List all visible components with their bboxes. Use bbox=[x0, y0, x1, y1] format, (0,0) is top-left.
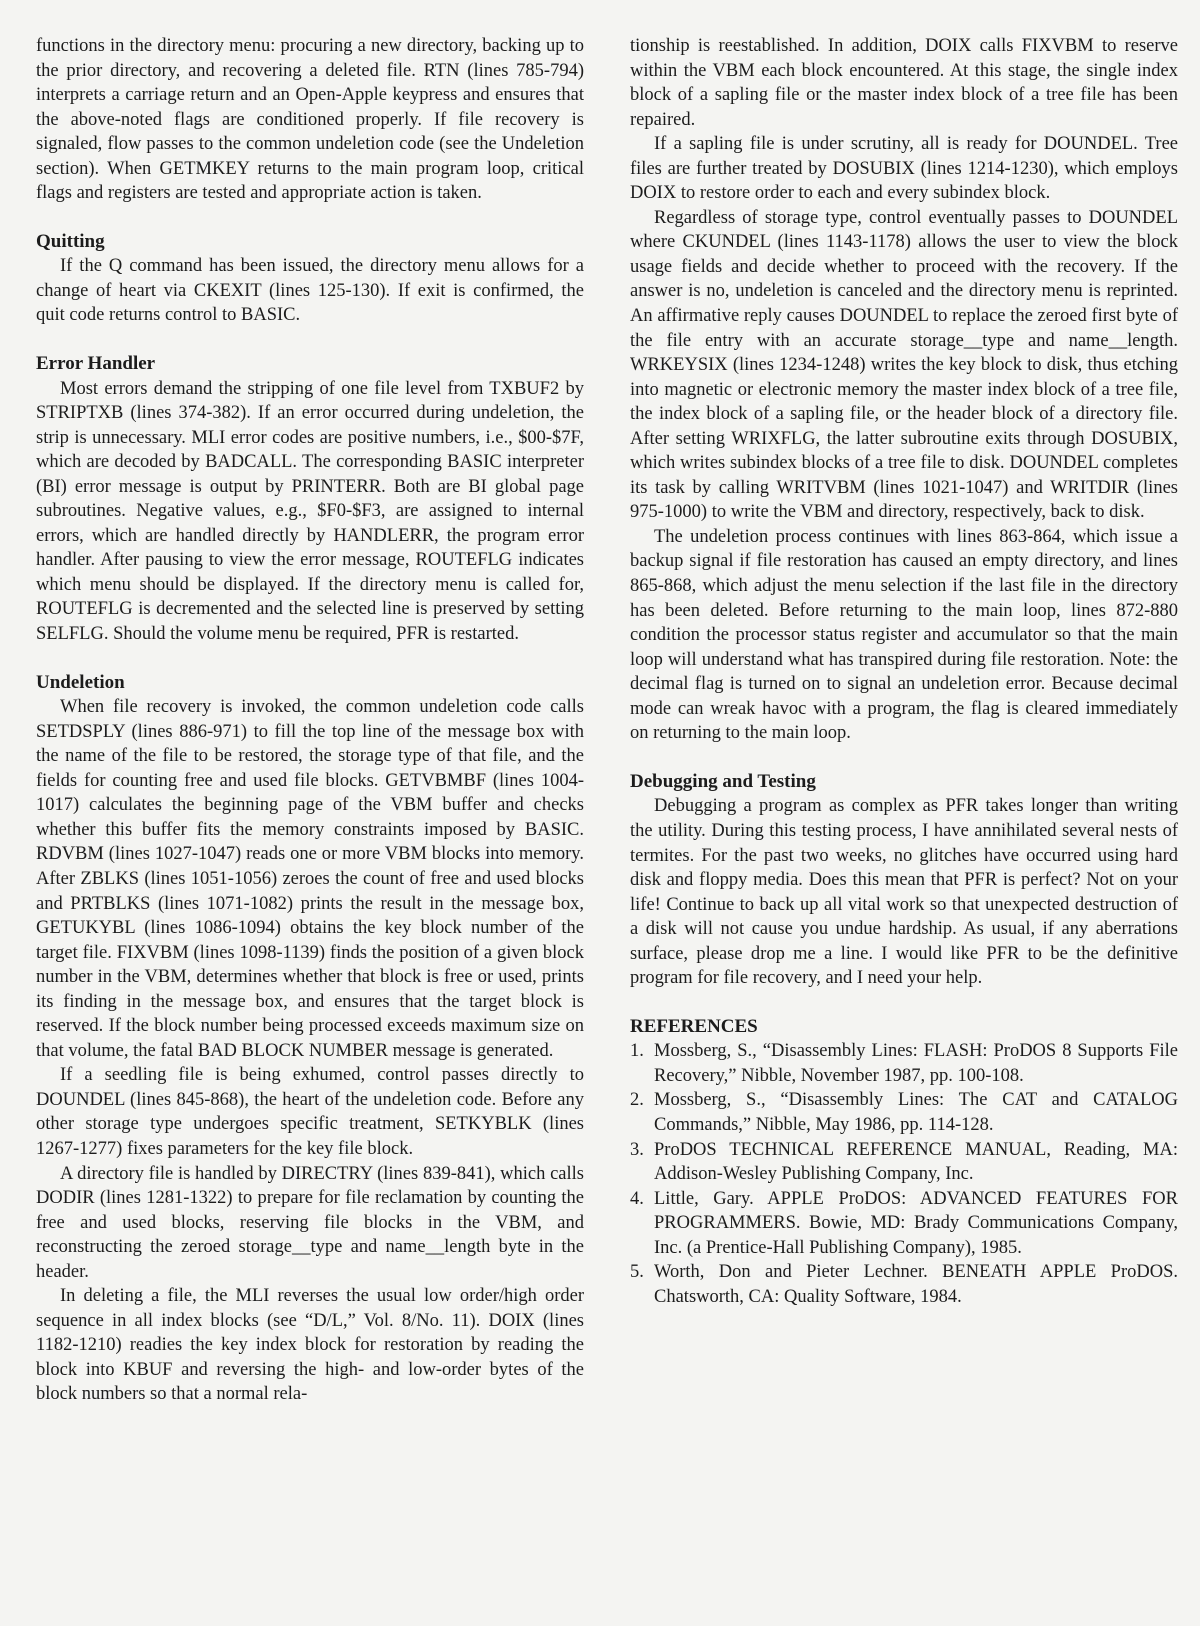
heading-debugging: Debugging and Testing bbox=[630, 770, 816, 792]
reference-number: 3. bbox=[630, 1139, 644, 1160]
reference-number: 4. bbox=[630, 1188, 644, 1209]
paragraph-process: The undeletion process continues with lines 863-864, which issue a backup signal if file restoration has caused an empty directory, and lines 865-868, which adjust the menu selection if the last file in the directory has been deleted. Before returning to the main loop, lines 872-880 condition the processor status register and accumulator so that the main loop will understand what has transpired during file restoration. Note: the decimal flag is turned on to signal an undeletion error. Because decimal mode can wreak havoc with a program, the flag is cleared immediately on returning to the main loop. bbox=[630, 526, 1178, 744]
paragraph-quitting: If the Q command has been issued, the directory menu allows for a change of heart via CKEXIT (lines 125-130). If exit is confirmed, the quit code returns control to BASIC. bbox=[36, 256, 584, 326]
heading-error-handler: Error Handler bbox=[36, 353, 156, 375]
reference-number: 1. bbox=[630, 1041, 644, 1062]
paragraph-regardless: Regardless of storage type, control eventually passes to DOUNDEL where CKUNDEL (lines 1143-1178) allows the user to view the block usage fields and decide whether to proceed with the recovery. If the answer is no, undeletion is canceled and the directory menu is reprinted. An affirmative reply causes DOUNDEL to replace the zeroed first byte of the file entry with an accurate storage__type and name__length. WRKEYSIX (lines 1234-1248) writes the key block to disk, thus etching into magnetic or electronic memory the master index block of a tree file, the index block of a sapling file, or the header block of a directory file. After setting WRIXFLG, the latter subroutine exits through DOSUBIX, which writes subindex blocks of a tree file to disk. DOUNDEL completes its task by calling WRITVBM (lines 1021-1047) and WRITDIR (lines 975-1000) to write the VBM and directory, respectively, back to disk. bbox=[630, 207, 1178, 523]
paragraph-undeletion-4: In deleting a file, the MLI reverses the usual low order/high order sequence in all index blocks (see “D/L,” Vol. 8/No. 11). DOIX (lines 1182-1210) readies the key index block for restoration by reading the block into KBUF and reversing the high- and low-order bytes of the block numbers so that a normal rela- bbox=[36, 1286, 584, 1405]
heading-quitting: Quitting bbox=[36, 230, 105, 252]
reference-text: Little, Gary. APPLE ProDOS: ADVANCED FEATURES FOR PROGRAMMERS. Bowie, MD: Brady Communications Company, Inc. (a Prentice-Hall Publishing Company), 1985. bbox=[654, 1188, 1178, 1258]
paragraph-sapling: If a sapling file is under scrutiny, all is ready for DOUNDEL. Tree files are further treated by DOSUBIX (lines 1214-1230), which employs DOIX to restore order to each and every subindex block. bbox=[630, 134, 1178, 204]
left-column bbox=[36, 34, 584, 1407]
paragraph-undeletion-1: When file recovery is invoked, the common undeletion code calls SETDSPLY (lines 886-971) to fill the top line of the message box with the name of the file to be restored, the storage type of that file, and the fields for counting free and used file blocks. GETVBMBF (lines 1004-1017) calculates the beginning page of the VBM buffer and checks whether this buffer fits the memory constraints imposed by BASIC. RDVBM (lines 1027-1047) reads one or more VBM blocks into memory. After ZBLKS (lines 1051-1056) zeroes the count of free and used blocks and PRTBLKS (lines 1071-1082) prints the result in the message box, GETUKYBL (lines 1086-1094) obtains the key block number of the target file. FIXVBM (lines 1098-1139) finds the position of a given block number in the VBM, determines whether that block is free or used, prints its finding in the message box, and ensures that the target block is reserved. If the block number being processed exceeds maximum size on that volume, the fatal BAD BLOCK NUMBER message is generated. bbox=[36, 697, 584, 1061]
reference-text: ProDOS TECHNICAL REFERENCE MANUAL, Reading, MA: Addison-Wesley Publishing Company, Inc. bbox=[654, 1139, 1178, 1185]
reference-number: 5. bbox=[630, 1262, 644, 1283]
reference-text: Mossberg, S., “Disassembly Lines: FLASH: ProDOS 8 Supports File Recovery,” Nibble, November 1987, pp. 100-108. bbox=[654, 1041, 1178, 1086]
reference-text: Worth, Don and Pieter Lechner. BENEATH APPLE ProDOS. Chatsworth, CA: Quality Software, 1984. bbox=[654, 1262, 1178, 1307]
paragraph-continued: tionship is reestablished. In addition, DOIX calls FIXVBM to reserve within the VBM each block encountered. At this stage, the single index block of a sapling file or the master index block of a tree file has been repaired. bbox=[630, 36, 1178, 130]
paragraph-undeletion-3: A directory file is handled by DIRECTRY (lines 839-841), which calls DODIR (lines 1281-1322) to prepare for file reclamation by counting the free and used blocks, reserving file blocks in the VBM, and reconstructing the zeroed storage__type and name__length byte in the header. bbox=[36, 1163, 584, 1282]
paragraph-intro: functions in the directory menu: procuring a new directory, backing up to the prior directory, and recovering a deleted file. RTN (lines 785-794) interprets a carriage return and an Open-Apple keypress and ensures that the above-noted flags are conditioned properly. If file recovery is signaled, flow passes to the common undeletion code (see the Undeletion section). When GETMKEY returns to the main program loop, critical flags and registers are tested and appropriate action is taken. bbox=[36, 36, 584, 204]
paragraph-error-handler: Most errors demand the stripping of one file level from TXBUF2 by STRIPTXB (lines 374-382). If an error occurred during undeletion, the strip is unnecessary. MLI error codes are positive numbers, i.e., $00-$7F, which are decoded by BADCALL. The corresponding BASIC interpreter (BI) error message is output by PRINTERR. Both are BI global page subroutines. Negative values, e.g., $F0-$F3, are assigned to internal errors, which are handled directly by HANDLERR, the program error handler. After pausing to view the error message, ROUTEFLG indicates which menu should be displayed. If the directory menu is called for, ROUTEFLG is decremented and the selected line is preserved by setting SELFLG. Should the volume menu be required, PFR is restarted. bbox=[36, 378, 584, 645]
reference-item bbox=[630, 1039, 1178, 1088]
reference-item bbox=[630, 1187, 1178, 1261]
reference-item bbox=[630, 1138, 1178, 1187]
heading-undeletion: Undeletion bbox=[36, 671, 125, 693]
references-list bbox=[630, 1039, 1178, 1309]
right-column bbox=[630, 34, 1178, 1309]
reference-number: 2. bbox=[630, 1090, 644, 1111]
paragraph-debugging: Debugging a program as complex as PFR takes longer than writing the utility. During this testing process, I have annihilated several nests of termites. For the past two weeks, no glitches have occurred using hard disk and floppy media. Does this mean that PFR is perfect? Not on your life! Continue to back up all vital work so that unexpected destruction of a disk will not cause you undue hardship. As usual, if any aberrations surface, please drop me a line. I would like PFR to be the definitive program for file recovery, and I need your help. bbox=[630, 796, 1178, 989]
paragraph-undeletion-2: If a seedling file is being exhumed, control passes directly to DOUNDEL (lines 845-868), the heart of the undeletion code. Before any other storage type undergoes specific treatment, SETKYBLK (lines 1267-1277) fixes parameters for the key file block. bbox=[36, 1065, 584, 1159]
reference-text: Mossberg, S., “Disassembly Lines: The CAT and CATALOG Commands,” Nibble, May 1986, pp. 114-128. bbox=[654, 1090, 1178, 1135]
heading-references: REFERENCES bbox=[630, 1015, 758, 1037]
reference-item bbox=[630, 1088, 1178, 1137]
reference-item bbox=[630, 1260, 1178, 1309]
